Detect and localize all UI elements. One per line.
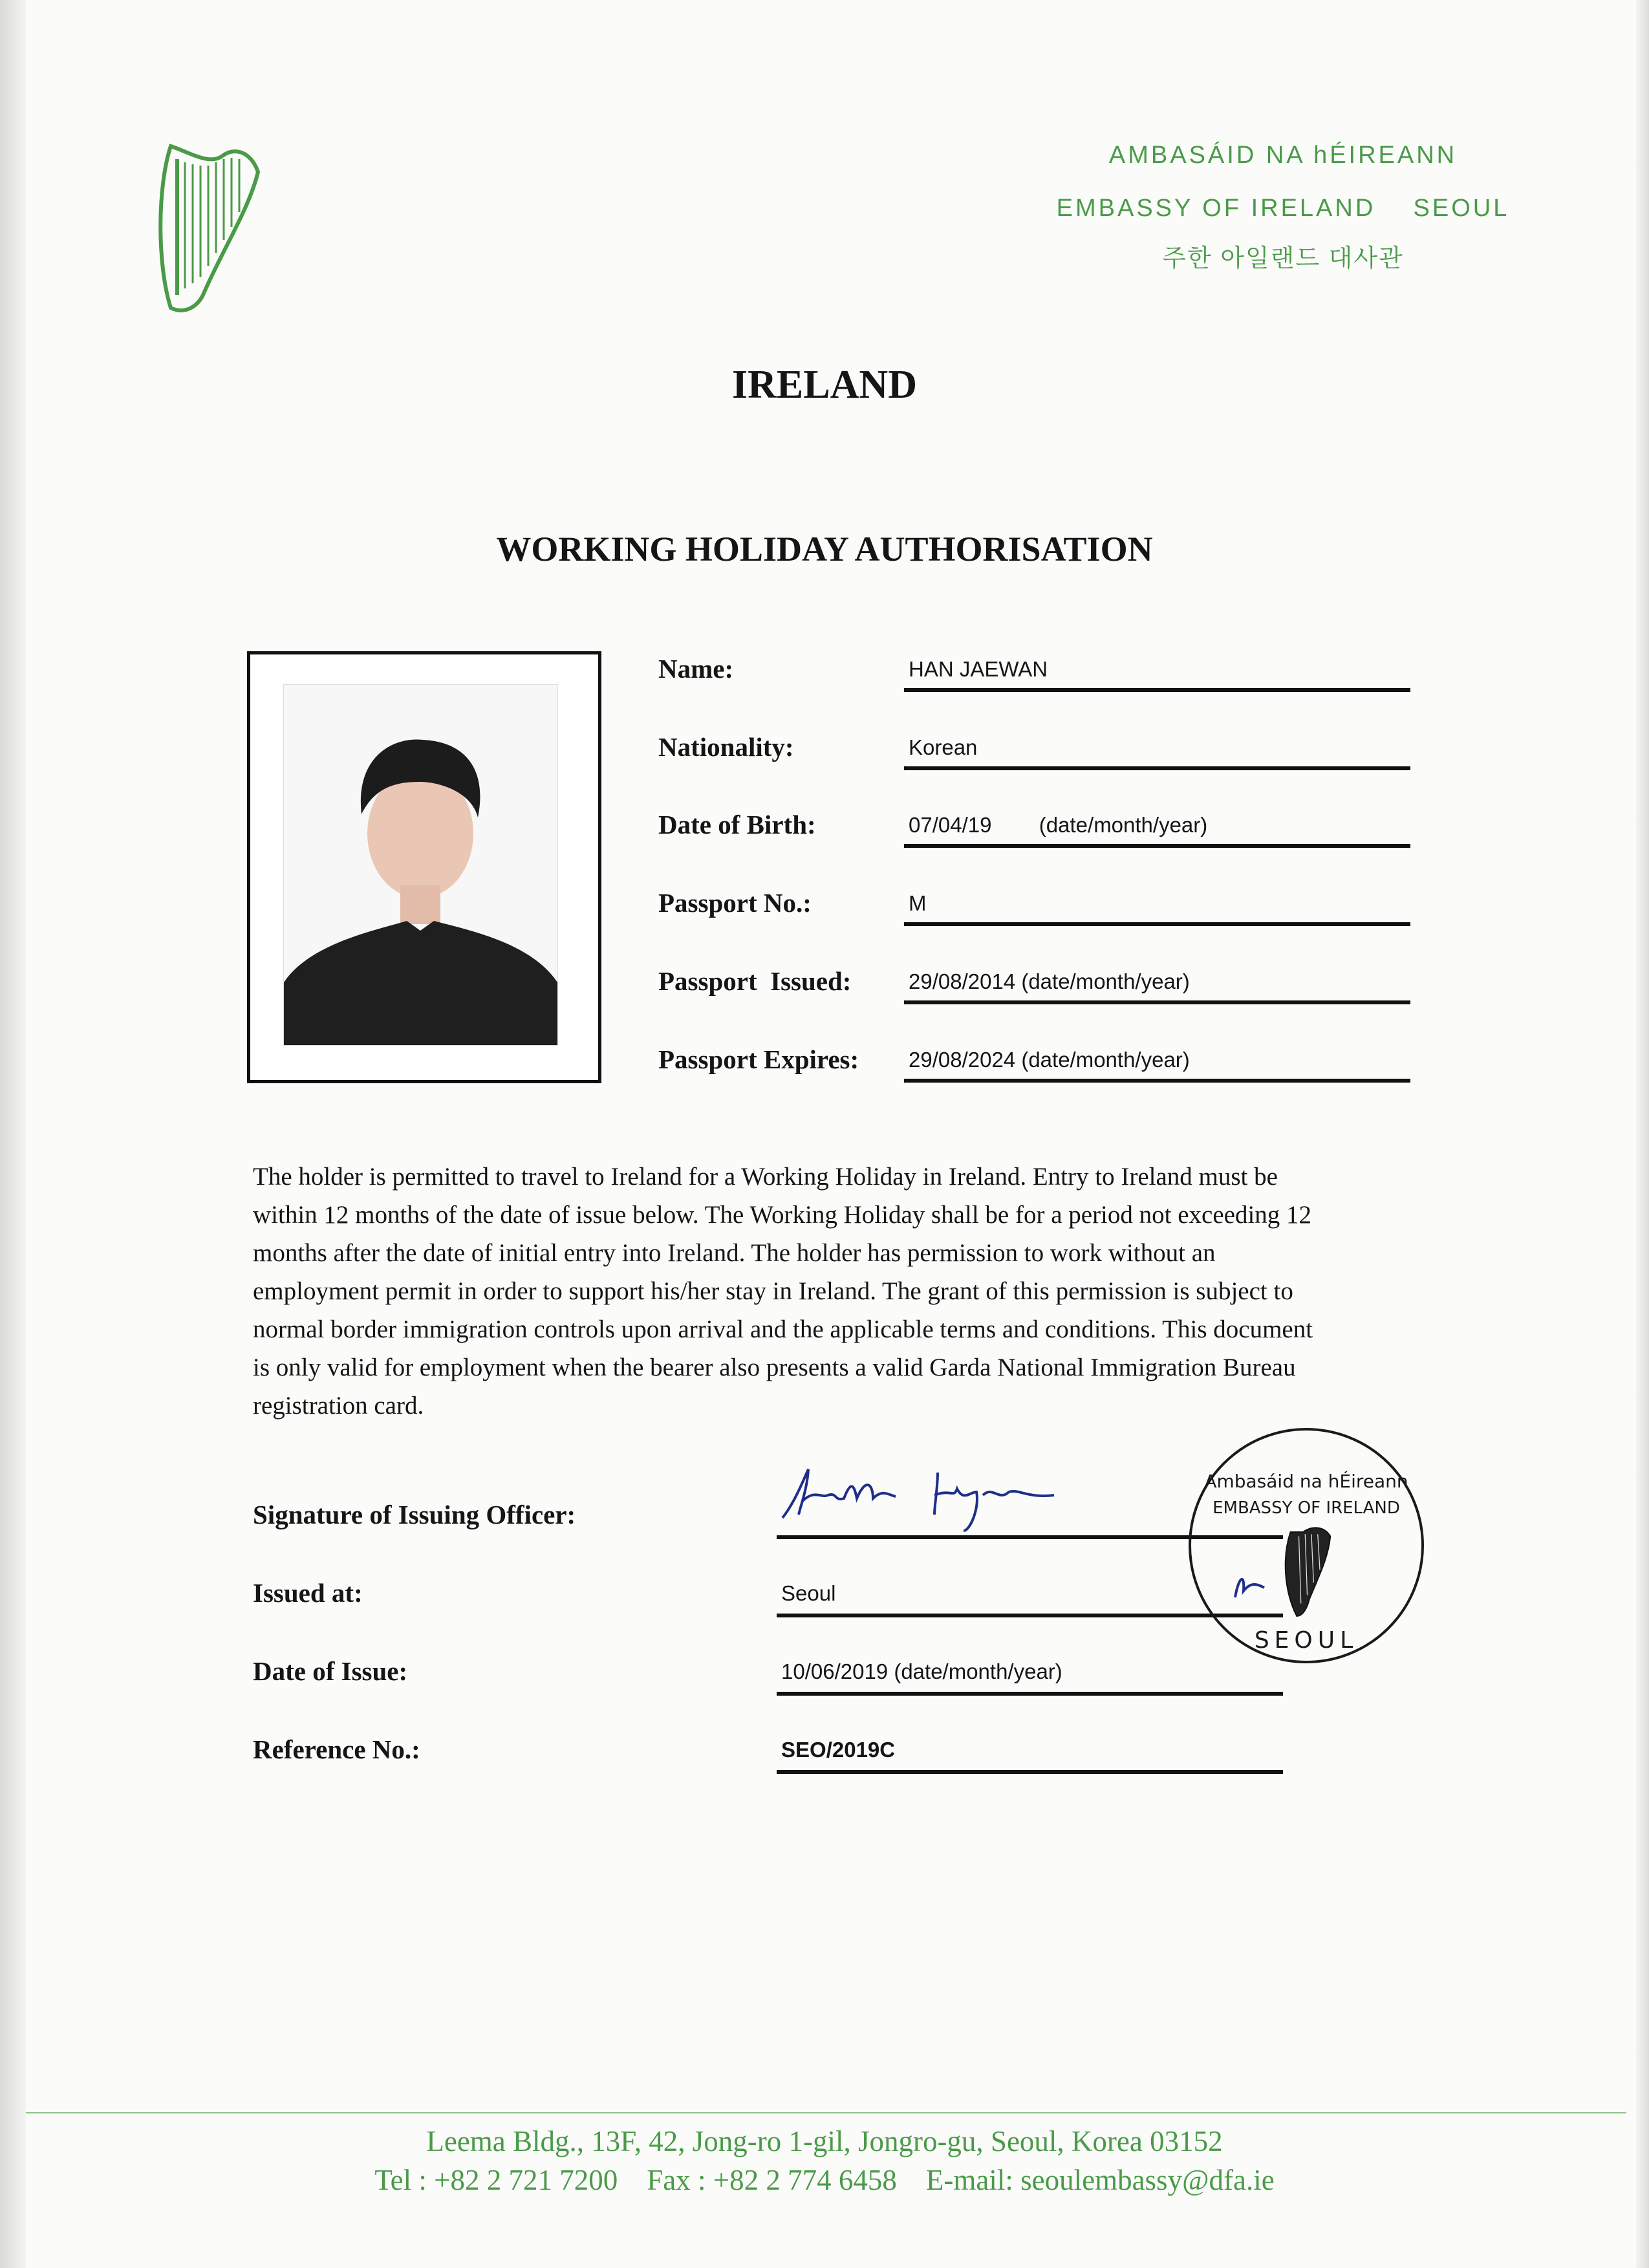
value-reference-no: SEO/2019C (781, 1738, 896, 1762)
scan-edge-left (0, 0, 26, 2268)
stamp-harp-icon (1286, 1528, 1331, 1616)
embassy-stamp (1183, 1423, 1429, 1669)
field-rule (904, 1000, 1410, 1004)
field-label-passport-expires: Passport Expires: (658, 1044, 859, 1074)
field-rule (904, 844, 1410, 848)
label-issued-at: Issued at: (253, 1578, 363, 1608)
document-title: WORKING HOLIDAY AUTHORISATION (496, 530, 1153, 568)
label-date-of-issue: Date of Issue: (253, 1656, 408, 1686)
field-value-nationality: Korean (909, 735, 978, 759)
authorisation-text (253, 1158, 1546, 1425)
stamp-inner-text: EMBASSY OF IRELAND (1212, 1498, 1400, 1518)
body-line: employment permit in order to support his/her stay in Ireland. The grant of this permission is subject to (253, 1277, 1293, 1305)
field-value-passport-no: M (909, 891, 927, 915)
body-line: The holder is permitted to travel to Ireland for a Working Holiday in Ireland. Entry to Ireland must be (253, 1163, 1278, 1191)
field-value-passport-expires: 29/08/2024 (date/month/year) (909, 1048, 1190, 1072)
holder-photo (283, 684, 558, 1046)
stamp-initials (1235, 1579, 1264, 1597)
body-line: normal border immigration controls upon arrival and the applicable terms and conditions. This document (253, 1315, 1313, 1343)
field-rule (904, 922, 1410, 926)
letterhead-english-name: EMBASSY OF IRELAND SEOUL (1056, 195, 1510, 222)
body-line: registration card. (253, 1392, 424, 1420)
field-value-date-of-birth: 07/04/19 (date/month/year) (909, 813, 1208, 837)
field-rule (904, 766, 1410, 770)
field-rule (777, 1770, 1283, 1774)
letterhead-irish-name: AMBASÁID NA hÉIREANN (1108, 142, 1458, 169)
country-heading: IRELAND (732, 363, 917, 407)
stamp-outer-text: Ambasáid na hÉireann (1204, 1471, 1408, 1492)
harp-logo-icon (145, 133, 268, 322)
field-label-name: Name: (658, 654, 734, 684)
letterhead-korean-name: 주한 아일랜드 대사관 (1162, 245, 1404, 272)
value-issued-at: Seoul (781, 1581, 836, 1605)
field-label-passport-issued: Passport Issued: (658, 966, 852, 996)
field-label-passport-no: Passport No.: (658, 888, 812, 918)
footer-contact: Tel : +82 2 721 7200 Fax : +82 2 774 6458 E-mail: seoulembassy@dfa.ie (374, 2164, 1275, 2196)
field-rule (904, 688, 1410, 692)
body-line: months after the date of initial entry into Ireland. The holder has permission to work without an (253, 1239, 1216, 1267)
field-value-name: HAN JAEWAN (909, 657, 1048, 681)
field-label-date-of-birth: Date of Birth: (658, 810, 816, 839)
field-label-nationality: Nationality: (658, 732, 794, 762)
scan-edge-right (1636, 0, 1649, 2268)
label-reference-no: Reference No.: (253, 1734, 420, 1764)
label-signature: Signature of Issuing Officer: (253, 1500, 576, 1529)
field-rule (904, 1079, 1410, 1083)
value-date-of-issue: 10/06/2019 (date/month/year) (781, 1659, 1062, 1683)
body-line: is only valid for employment when the bearer also presents a valid Garda National Immigration Bureau (253, 1354, 1296, 1381)
stamp-bottom-text: SEOUL (1254, 1627, 1359, 1654)
officer-signature (776, 1463, 1151, 1534)
footer-divider (26, 2112, 1626, 2113)
field-rule (777, 1692, 1283, 1696)
field-value-passport-issued: 29/08/2014 (date/month/year) (909, 969, 1190, 993)
body-line: within 12 months of the date of issue below. The Working Holiday shall be for a period not exceeding 12 (253, 1201, 1312, 1229)
footer-address: Leema Bldg., 13F, 42, Jong-ro 1-gil, Jongro-gu, Seoul, Korea 03152 (426, 2125, 1223, 2157)
